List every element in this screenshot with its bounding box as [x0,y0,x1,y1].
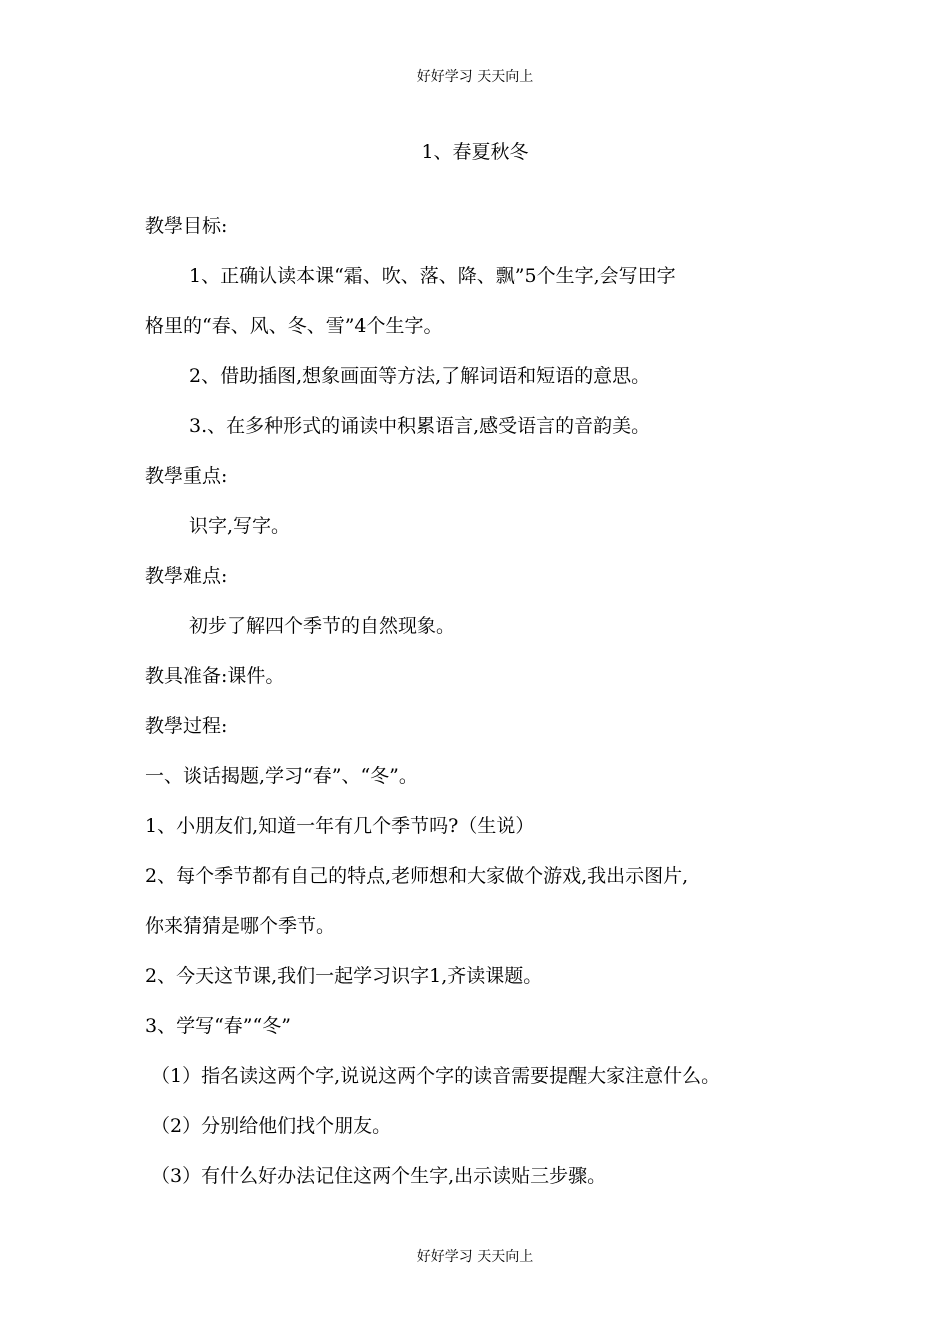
page-footer: 好好学习 天天向上 [416,1249,534,1265]
objective-2: 2、借助插图,想象画面等方法,了解词语和短语的意思。 [189,365,651,387]
section-heading-difficulties: 教學难点: [145,565,228,587]
lesson-title: 1、春夏秋冬 [421,141,529,163]
lesson-body [145,207,825,1207]
process-step-1: 一、谈话揭题,学习“春”、“冬”。 [145,765,418,787]
process-item-2: 2、每个季节都有自己的特点,老师想和大家做个游戏,我出示图片, [145,865,689,887]
objective-1: 1、正确认读本课“霜、吹、落、降、飘”5个生字,会写田字 [189,265,676,287]
process-subitem-2: （2）分别给他们找个朋友。 [151,1115,392,1137]
key-points-text: 识字,写字。 [189,515,291,537]
objective-1-continued: 格里的“春、风、冬、雪”4个生字。 [145,315,443,337]
difficulties-text: 初步了解四个季节的自然现象。 [189,615,456,637]
process-item-2-continued: 你来猜猜是哪个季节。 [145,915,336,937]
section-heading-objectives: 教學目标: [145,215,228,237]
process-item-3: 2、今天这节课,我们一起学习识字1,齐读课题。 [145,965,543,987]
process-item-4: 3、学写“春”“冬” [145,1015,291,1037]
process-subitem-3: （3）有什么好办法记住这两个生字,出示读贴三步骤。 [151,1165,607,1187]
objective-3: 3.、在多种形式的诵读中积累语言,感受语言的音韵美。 [189,415,651,437]
page-header: 好好学习 天天向上 [416,69,534,85]
teaching-aids: 教具准备:课件。 [145,665,285,687]
process-subitem-1: （1）指名读这两个字,说说这两个字的读音需要提醒大家注意什么。 [151,1065,721,1087]
process-item-1: 1、小朋友们,知道一年有几个季节吗?（生说） [145,815,535,837]
section-heading-key-points: 教學重点: [145,465,228,487]
section-heading-process: 教學过程: [145,715,228,737]
